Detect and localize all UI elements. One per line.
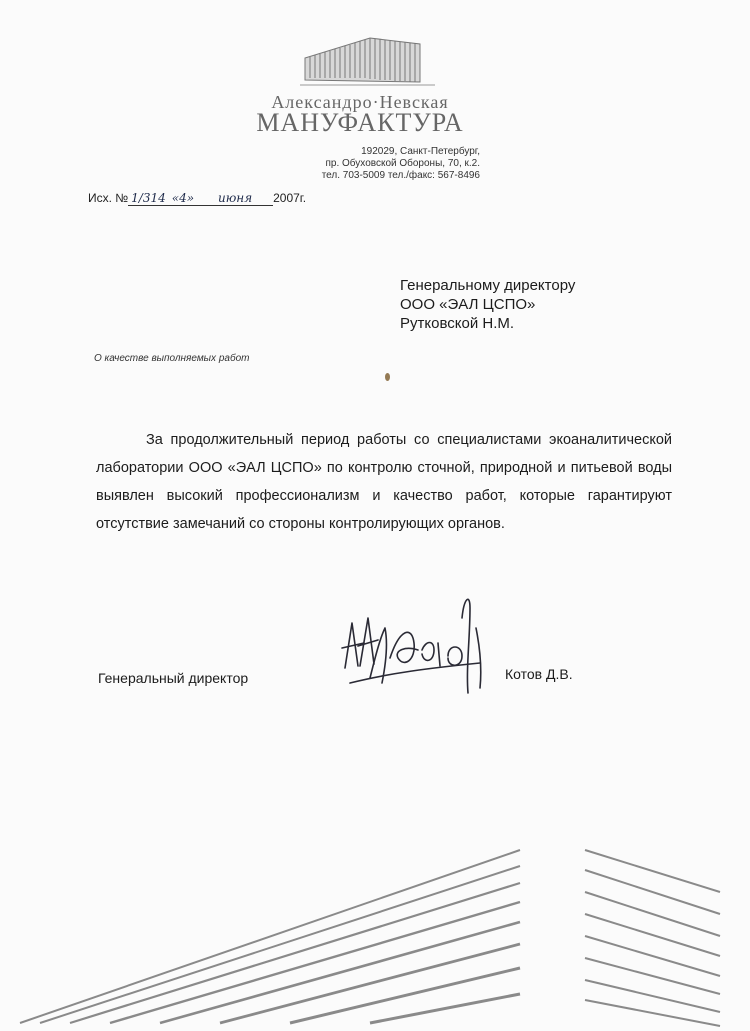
addressee-block xyxy=(400,276,575,333)
letter-subject: О качестве выполняемых работ xyxy=(94,353,250,364)
addressee-name: Рутковской Н.М. xyxy=(400,315,515,332)
company-logo xyxy=(300,30,440,90)
ink-spot xyxy=(385,373,390,381)
letter-body: За продолжительный период работы со специалистами экоаналитической лаборатории ООО «ЭАЛ ЦСПО» по контролю сточной, природной и питьевой воды выявлен высокий профессионализм и качество работ, которые гарантируют отсутствие замечаний со стороны контролирующих органов. xyxy=(96,432,672,532)
outgoing-prefix: Исх. № xyxy=(88,191,129,205)
company-name-line2: МАНУФАКТУРА xyxy=(256,108,464,137)
outgoing-day: «4» xyxy=(169,191,197,206)
phone-line: тел. 703-5009 тел./факс: 567-8496 xyxy=(321,170,480,181)
outgoing-number-value: 1/314 xyxy=(128,191,169,206)
signatory-title: Генеральный директор xyxy=(98,670,249,686)
address-line: 192029, Санкт-Петербург, xyxy=(361,146,480,157)
handwritten-signature xyxy=(330,588,510,703)
decorative-lines-graphic xyxy=(0,840,750,1031)
signatory-name: Котов Д.В. xyxy=(505,666,573,682)
addressee-organization: ООО «ЭАЛ ЦСПО» xyxy=(400,296,536,313)
address-line: пр. Обуховской Обороны, 70, к.2. xyxy=(325,158,480,169)
addressee-position: Генеральному директору xyxy=(400,277,576,294)
outgoing-year: 2007г. xyxy=(273,191,307,205)
outgoing-month: июня xyxy=(197,191,273,206)
outgoing-number xyxy=(88,191,306,206)
company-name-line1: Александро·Невская xyxy=(271,92,449,112)
